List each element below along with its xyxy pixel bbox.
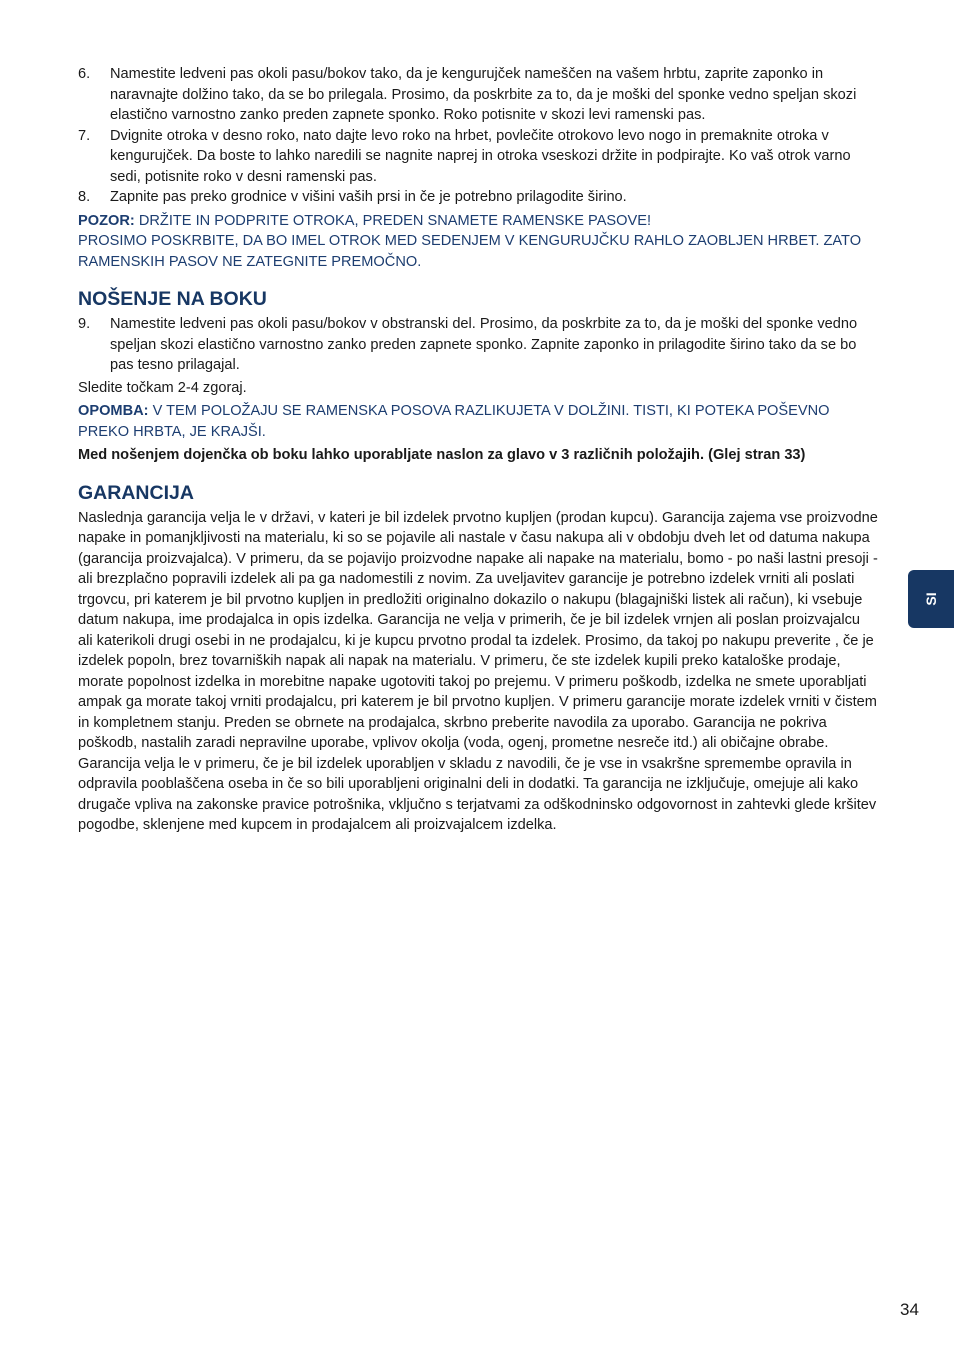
caution-text: DRŽITE IN PODPRITE OTROKA, PREDEN SNAMETE RAMENSKE PASOVE! [134,212,652,229]
list-item [78,64,878,126]
section-heading-warranty: GARANCIJA [78,481,194,504]
list-item-number: 7. [78,127,91,144]
language-tab-label: SI [923,592,939,606]
list-item-text: Namestite ledveni pas okoli pasu/bokov v obstranski del. Prosimo, da poskrbite za to, da je moški del sponke vedno speljan skozi elastično varnostno zanko preden zapnete sponko. Zapnite zaponko in prilagodite širino tako da se bo pas tesno prilagajal. [110,316,858,373]
page-content [78,64,878,836]
caution-line-1 [78,211,878,232]
list-item-text: Zapnite pas preko grodnice v višini vaših prsi in če je potrebno prilagodite širino. [110,189,627,205]
follow-steps-text: Sledite točkam 2-4 zgoraj. [78,379,247,396]
caution-label: POZOR: [78,212,135,229]
list-item-number: 6. [78,66,91,82]
remark-text: V TEM POLOŽAJU SE RAMENSKA POSOVA RAZLIKUJETA V DOLŽINI. TISTI, KI POTEKA POŠEVNO PREKO HRBTA, JE KRAJŠI. [78,403,830,440]
headrest-note: Med nošenjem dojenčka ob boku lahko uporabljate naslon za glavo v 3 različnih položajih. (Glej stran 33) [78,447,806,463]
list-item-number: 8. [78,189,91,205]
remark-note [78,401,878,442]
language-tab [908,570,954,628]
warranty-paragraph: Naslednja garancija velja le v državi, v kateri je bil izdelek prvotno kupljen (prodan kupcu). Garancija zajema vse proizvodne napake in pomanjkljivosti na materialu, ki so se pojavile ali nastale v času nakupa ali v obdobju dveh let od datuma nakupa (garancija proizvajalca). V primeru, da se pojavijo proizvodne napake ali napake na materialu, bomo - po naši lastni presoji - ali brezplačno popravili izdelek ali pa ga nadomestili z novim. Za uveljavitev garancije je potrebno izdelek vrniti ali poslati trgovcu, pri katerem je bil prvotno kupljen in predložiti originalno dokazilo o nakupu (blagajniški listek ali račun), ki vsebuje datum nakupa, ime prodajalca in opis izdelka. Garancija ne velja v primerih, če je bil izdelek vrnjen ali poslan proizvajalcu ali katerikoli drugi osebi in ne prodajalcu, ki je kupcu prvotno prodal ta izdelek. Prosimo, da takoj po nakupu preverite , če je izdelek popoln, brez tovarniških napak ali napak na materialu. V primeru, če ste izdelek kupili preko kataloške prodaje, morate popolnost izdelka in morebitne napake ugotoviti takoj po prejemu. V primeru poškodb, izdelka ne smete uporabljati ampak ga morate takoj vrniti prodajalcu, pri katerem je bil prvotno kupljen. V primeru garancije morate izdelek vrniti v čistem in kompletnem stanju. Preden se obrnete na prodajalca, skrbno preberite navodila za uporabo. Garancija ne pokriva poškodb, nastalih zaradi nepravilne uporabe, vplivov okolja (voda, ogenj, prometne nesreče itd.) ali običajne obrabe. Garancija velja le v primeru, če je bil izdelek uporabljen v skladu z navodili, če je vse in vsakršne spremembe opravila in odpravila pooblaščena oseba in če so bili uporabljeni originalni deli in dodatki. Ta garancija ne izključuje, omejuje ali kako drugače vpliva na zakonske pravice potrošnika, vključno s terjatvami za odškodninsko odgovornost in zahtevki glede kršitev pogodbe, sklenjene med kupcem in prodajalcem ali proizvajalcem izdelka. [78,509,878,833]
caution-line-2: PROSIMO POSKRBITE, DA BO IMEL OTROK MED SEDENJEM V KENGURUJČKU RAHLO ZAOBLJEN HRBET. ZATO RAMENSKIH PASOV NE ZATEGNITE PREMOČNO. [78,233,862,270]
remark-label: OPOMBA: [78,403,149,419]
section-heading-hip-carry: NOŠENJE NA BOKU [78,288,267,310]
list-item [78,187,878,208]
list-item-text: Namestite ledveni pas okoli pasu/bokov tako, da je kengurujček nameščen na vašem hrbtu, zaprite zaponko in naravnajte dolžino tako, da se bo prilegala. Prosimo, da poskrbite za to, da je moški del sponke vedno speljan skozi elastično varnostno zanko preden zapnete sponko. Roko potisnite v skozi levi ramenski pas. [110,66,857,123]
list-item [78,126,878,188]
list-item [78,314,878,376]
list-item-number: 9. [78,316,91,332]
caution-note [78,211,878,273]
page-number: 34 [900,1300,919,1319]
list-item-text: Dvignite otroka v desno roko, nato dajte levo roko na hrbet, povlečite otrokovo levo nogo in premaknite otroka v kengurujček. Da boste to lahko naredili se nagnite naprej in otroka vseskozi držite in podpirajte. Ko vaš otrok varno sedi, potisnite roko v desni ramenski pas. [110,127,851,185]
